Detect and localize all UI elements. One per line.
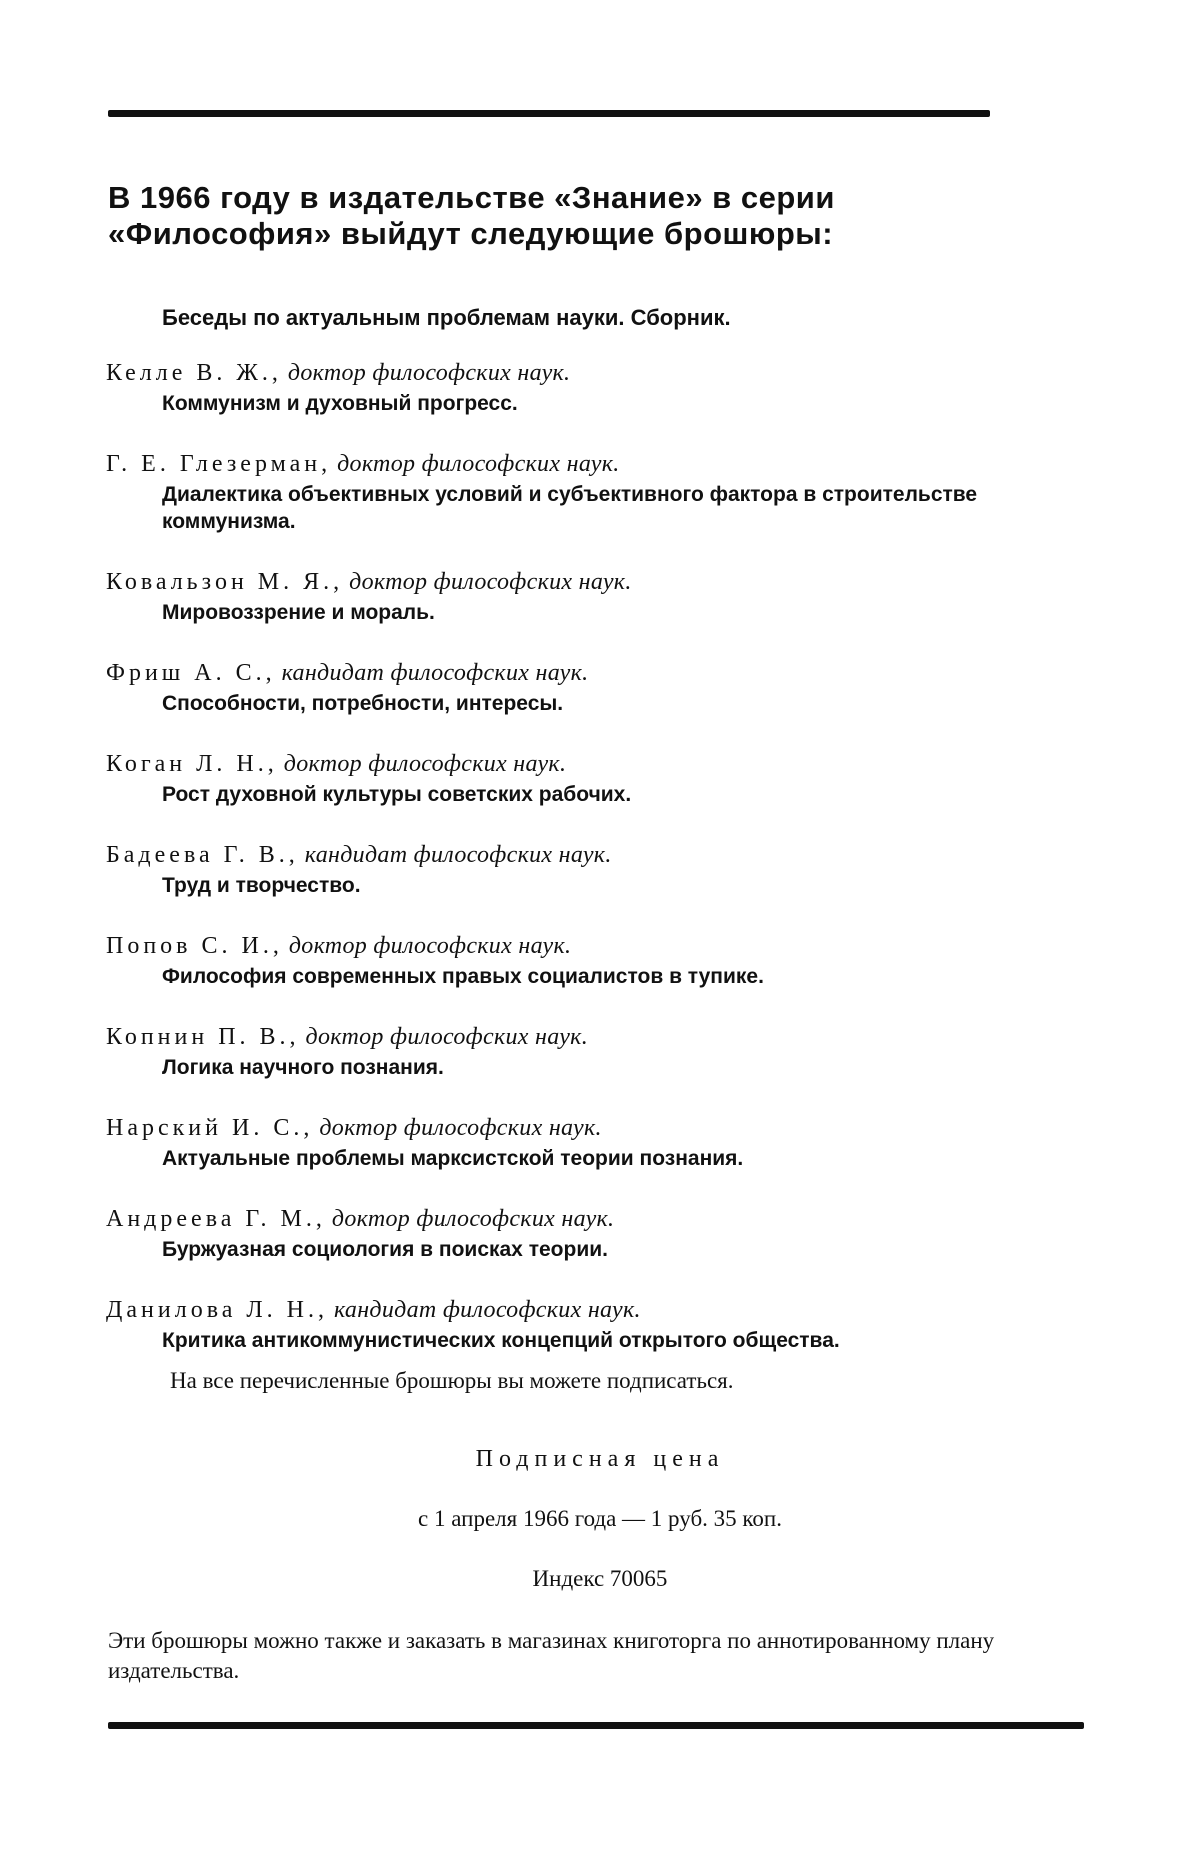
author-name: Коган Л. Н., (106, 751, 278, 777)
author-name: Данилова Л. Н., (106, 1297, 328, 1323)
author-degree: доктор философских наук. (305, 1024, 589, 1050)
footer-note: Эти брошюры можно также и заказать в магазинах книготорга по аннотированному плану издательства. (108, 1628, 995, 1683)
author-degree: доктор философских наук. (349, 569, 632, 595)
author-name: Г. Е. Глезерман, (106, 451, 332, 477)
author-degree: кандидат философских наук. (304, 842, 612, 868)
author-degree: доктор философских наук. (337, 451, 620, 477)
collection-title: Беседы по актуальным проблемам науки. Сборник. (162, 305, 731, 330)
brochure-title: Актуальные проблемы марксистской теории познания. (162, 1147, 744, 1170)
list-item (106, 931, 1086, 990)
subscription-price-label: Подписная цена (475, 1446, 725, 1472)
heading-line-1: В 1966 году в издательстве «Знание» в серии (108, 180, 835, 215)
brochure-title: Рост духовной культуры советских рабочих. (162, 783, 632, 806)
author-name: Келле В. Ж., (106, 360, 282, 386)
list-item (106, 840, 1086, 899)
brochure-list (106, 358, 1086, 1386)
bottom-divider (108, 1722, 1084, 1729)
list-item (106, 1204, 1086, 1263)
brochure-title: Коммунизм и духовный прогресс. (162, 392, 518, 415)
author-name: Ковальзон М. Я., (106, 569, 344, 595)
author-name: Попов С. И., (106, 933, 283, 959)
author-degree: доктор философских наук. (319, 1115, 602, 1141)
author-degree: кандидат философских наук. (281, 660, 589, 686)
subscription-index: Индекс 70065 (532, 1566, 668, 1591)
page-heading (108, 180, 1068, 252)
top-divider (108, 110, 990, 117)
brochure-title: Труд и творчество. (162, 874, 361, 897)
list-item (106, 1022, 1086, 1081)
heading-line-2: «Философия» выйдут следующие брошюры: (108, 216, 834, 251)
brochure-title: Диалектика объективных условий и субъективного фактора в строительстве коммунизма. (162, 483, 978, 533)
list-item (106, 749, 1086, 808)
author-degree: доктор философских наук. (331, 1206, 615, 1232)
subscription-note: На все перечисленные брошюры вы можете подписаться. (170, 1368, 734, 1393)
subscription-price: с 1 апреля 1966 года — 1 руб. 35 коп. (418, 1506, 782, 1531)
author-name: Фриш А. С., (106, 660, 276, 686)
list-item (106, 1295, 1086, 1354)
brochure-title: Мировоззрение и мораль. (162, 601, 435, 624)
author-degree: доктор философских наук. (283, 751, 567, 777)
list-item (106, 567, 1086, 626)
brochure-title: Философия современных правых социалистов в тупике. (162, 965, 764, 988)
brochure-title: Критика антикоммунистических концепций открытого общества. (162, 1329, 840, 1352)
author-name: Бадеева Г. В., (106, 842, 299, 868)
author-degree: доктор философских наук. (287, 360, 571, 386)
list-item (106, 358, 1086, 417)
author-name: Андреева Г. М., (106, 1206, 326, 1232)
list-item (106, 449, 1086, 535)
author-name: Нарский И. С., (106, 1115, 314, 1141)
list-item (106, 658, 1086, 717)
author-degree: кандидат философских наук. (333, 1297, 641, 1323)
list-item (106, 1113, 1086, 1172)
author-degree: доктор философских наук. (288, 933, 572, 959)
brochure-title: Логика научного познания. (162, 1056, 444, 1079)
brochure-title: Способности, потребности, интересы. (162, 692, 564, 715)
brochure-title: Буржуазная социология в поисках теории. (162, 1238, 608, 1261)
author-name: Копнин П. В., (106, 1024, 300, 1050)
